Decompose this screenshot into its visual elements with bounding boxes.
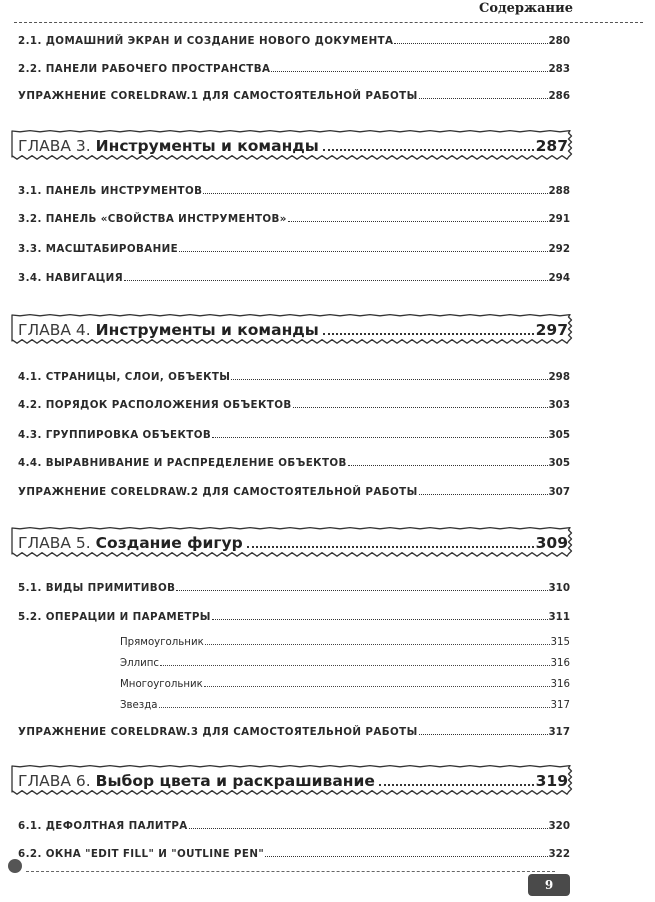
footer-bullet [8, 859, 22, 873]
chapter-title: Выбор цвета и раскрашивание [95, 772, 375, 790]
leader-dots [323, 149, 534, 151]
leader-dots [179, 251, 547, 252]
toc-subentry-page: 315 [550, 637, 570, 648]
chapter-page: 309 [535, 534, 568, 552]
leader-dots [348, 465, 548, 466]
toc-entry[interactable] [18, 846, 570, 860]
leader-dots [212, 437, 547, 438]
toc-entry-page: 311 [548, 611, 570, 623]
toc-entry[interactable] [18, 88, 570, 102]
chapter-page: 297 [535, 321, 568, 339]
toc-entry-label: 3.2. ПАНЕЛЬ «СВОЙСТВА ИНСТРУМЕНТОВ» [18, 213, 287, 225]
toc-entry-label: 2.2. ПАНЕЛИ РАБОЧЕГО ПРОСТРАНСТВА [18, 63, 271, 75]
toc-entry-page: 317 [548, 726, 570, 738]
toc-entry-label: 2.1. ДОМАШНИЙ ЭКРАН И СОЗДАНИЕ НОВОГО ДОКУМЕНТА [18, 35, 394, 47]
toc-entry-label: УПРАЖНЕНИЕ CORELDRAW.1 ДЛЯ САМОСТОЯТЕЛЬНОЙ РАБОТЫ [18, 90, 418, 102]
leader-dots [379, 784, 534, 786]
toc-subentry-label: Эллипс [120, 658, 160, 669]
leader-dots [265, 856, 547, 857]
chapter-number: ГЛАВА 3. [18, 137, 91, 155]
toc-subentry-page: 316 [550, 658, 570, 669]
toc-entry-page: 303 [548, 399, 570, 411]
footer-divider [26, 871, 555, 872]
leader-dots [212, 619, 548, 620]
toc-entry-page: 310 [548, 582, 570, 594]
toc-entry[interactable] [18, 211, 570, 225]
leader-dots [176, 590, 547, 591]
chapter-heading[interactable] [8, 127, 574, 161]
leader-dots [124, 280, 547, 281]
toc-subentry-label: Прямоугольник [120, 637, 204, 648]
toc-entry-page: 280 [548, 35, 570, 47]
toc-entry-label: УПРАЖНЕНИЕ CORELDRAW.3 ДЛЯ САМОСТОЯТЕЛЬНОЙ РАБОТЫ [18, 726, 418, 738]
toc-entry-page: 322 [548, 848, 570, 860]
chapter-heading[interactable] [8, 762, 574, 796]
toc-entry[interactable] [18, 369, 570, 383]
chapter-heading[interactable] [8, 311, 574, 345]
toc-entry[interactable] [18, 724, 570, 738]
leader-dots [159, 707, 550, 708]
chapter-page: 319 [535, 772, 568, 790]
leader-dots [419, 98, 548, 99]
running-header-title: Содержание [478, 1, 573, 16]
header-divider [14, 22, 643, 23]
toc-entry[interactable] [18, 580, 570, 594]
toc-entry[interactable] [18, 484, 570, 498]
leader-dots [160, 665, 550, 666]
leader-dots [203, 193, 547, 194]
toc-entry-label: 5.2. ОПЕРАЦИИ И ПАРАМЕТРЫ [18, 611, 211, 623]
toc-entry-page: 305 [548, 429, 570, 441]
toc-entry-page: 288 [548, 185, 570, 197]
toc-subentry-label: Звезда [120, 700, 158, 711]
leader-dots [204, 686, 550, 687]
leader-dots [231, 379, 547, 380]
toc-entry[interactable] [18, 61, 570, 75]
toc-entry-page: 292 [548, 243, 570, 255]
toc-entry-page: 283 [548, 63, 570, 75]
leader-dots [271, 71, 547, 72]
toc-entry[interactable] [18, 270, 570, 284]
toc-entry-label: 5.1. ВИДЫ ПРИМИТИВОВ [18, 582, 176, 594]
toc-entry-page: 294 [548, 272, 570, 284]
toc-entry-page: 307 [548, 486, 570, 498]
leader-dots [419, 734, 548, 735]
toc-subentry[interactable] [120, 634, 570, 648]
leader-dots [394, 43, 547, 44]
toc-entry-label: 4.4. ВЫРАВНИВАНИЕ И РАСПРЕДЕЛЕНИЕ ОБЪЕКТОВ [18, 457, 347, 469]
toc-entry[interactable] [18, 455, 570, 469]
toc-entry-label: УПРАЖНЕНИЕ CORELDRAW.2 ДЛЯ САМОСТОЯТЕЛЬНОЙ РАБОТЫ [18, 486, 418, 498]
toc-entry-label: 3.4. НАВИГАЦИЯ [18, 272, 124, 284]
chapter-number: ГЛАВА 5. [18, 534, 91, 552]
chapter-title: Инструменты и команды [95, 321, 319, 339]
toc-entry-page: 298 [548, 371, 570, 383]
toc-entry-page: 291 [548, 213, 570, 225]
chapter-heading[interactable] [8, 524, 574, 558]
toc-subentry[interactable] [120, 697, 570, 711]
toc-subentry[interactable] [120, 655, 570, 669]
toc-entry[interactable] [18, 609, 570, 623]
toc-entry-page: 286 [548, 90, 570, 102]
page-number: 9 [544, 878, 554, 892]
toc-entry-label: 4.2. ПОРЯДОК РАСПОЛОЖЕНИЯ ОБЪЕКТОВ [18, 399, 292, 411]
toc-entry-label: 4.3. ГРУППИРОВКА ОБЪЕКТОВ [18, 429, 212, 441]
chapter-page: 287 [535, 137, 568, 155]
leader-dots [189, 828, 548, 829]
toc-subentry-page: 316 [550, 679, 570, 690]
toc-entry[interactable] [18, 397, 570, 411]
leader-dots [288, 221, 548, 222]
toc-entry[interactable] [18, 33, 570, 47]
toc-entry-label: 3.3. МАСШТАБИРОВАНИЕ [18, 243, 179, 255]
page-number-tab [528, 874, 570, 896]
toc-entry[interactable] [18, 818, 570, 832]
toc-entry[interactable] [18, 183, 570, 197]
leader-dots [419, 494, 548, 495]
chapter-title: Инструменты и команды [95, 137, 319, 155]
toc-entry-page: 320 [548, 820, 570, 832]
toc-entry-page: 305 [548, 457, 570, 469]
toc-subentry-page: 317 [550, 700, 570, 711]
toc-subentry-label: Многоугольник [120, 679, 203, 690]
toc-entry-label: 6.1. ДЕФОЛТНАЯ ПАЛИТРА [18, 820, 188, 832]
chapter-number: ГЛАВА 4. [18, 321, 91, 339]
toc-entry-label: 3.1. ПАНЕЛЬ ИНСТРУМЕНТОВ [18, 185, 203, 197]
leader-dots [247, 546, 534, 548]
toc-entry[interactable] [18, 427, 570, 441]
leader-dots [323, 333, 534, 335]
chapter-number: ГЛАВА 6. [18, 772, 91, 790]
toc-entry-label: 4.1. СТРАНИЦЫ, СЛОИ, ОБЪЕКТЫ [18, 371, 231, 383]
toc-subentry[interactable] [120, 676, 570, 690]
leader-dots [205, 644, 550, 645]
toc-entry[interactable] [18, 241, 570, 255]
leader-dots [293, 407, 548, 408]
toc-entry-label: 6.2. ОКНА "EDIT FILL" И "OUTLINE PEN" [18, 848, 265, 860]
chapter-title: Создание фигур [95, 534, 243, 552]
